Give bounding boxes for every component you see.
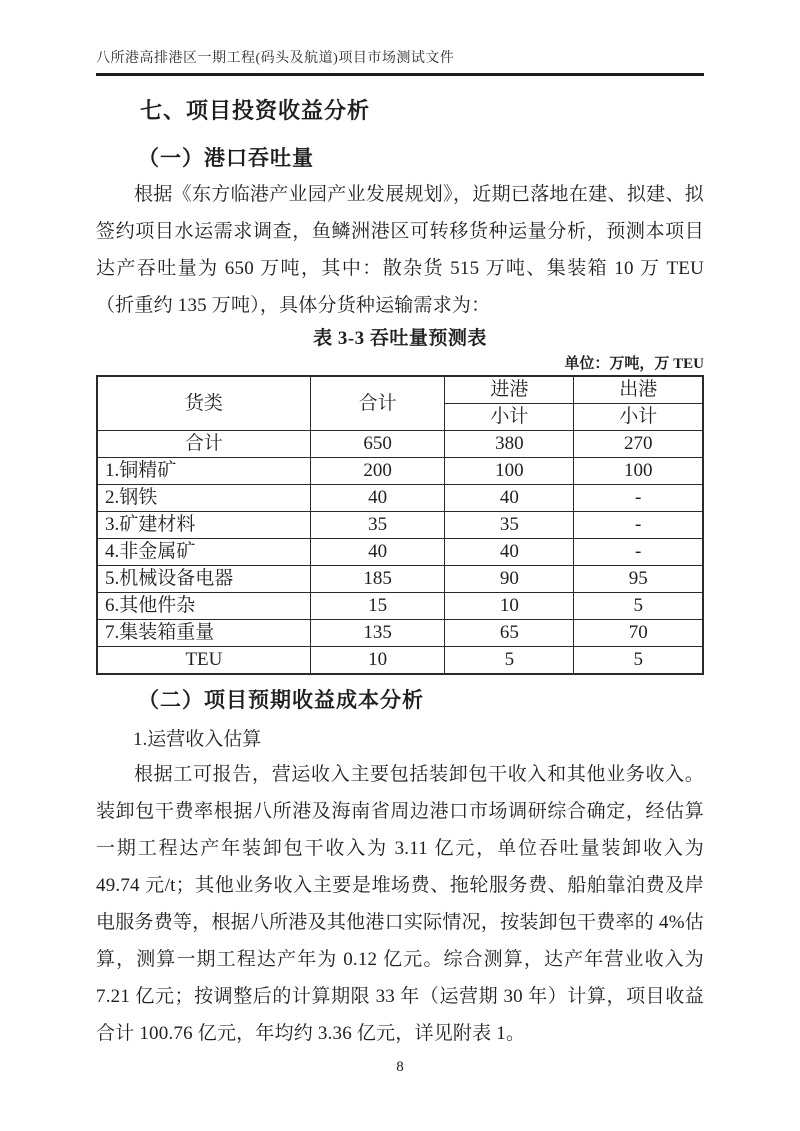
table-row-teu [97, 647, 703, 675]
header-cell-inbound: 进港 [445, 376, 574, 404]
running-header-title: 八所港高排港区一期工程(码头及航道)项目市场测试文件 [96, 51, 455, 66]
section-heading-investment-analysis: 七、项目投资收益分析 [140, 98, 371, 123]
table-row-total [97, 431, 703, 458]
table-row [97, 485, 703, 512]
cell-total: 35 [310, 512, 445, 539]
cell-outbound: 5 [574, 593, 703, 620]
cell-total: 40 [310, 539, 445, 566]
cell-inbound: 90 [445, 566, 574, 593]
table-row [97, 566, 703, 593]
throughput-forecast-table [96, 375, 704, 675]
cell-outbound: 95 [574, 566, 703, 593]
header-cell-subtotal-in: 小计 [445, 404, 574, 431]
cell-cargo: 3.矿建材料 [97, 512, 310, 539]
cell-total: 40 [310, 485, 445, 512]
table-row [97, 539, 703, 566]
table-row [97, 512, 703, 539]
cell-cargo: 7.集装箱重量 [97, 620, 310, 647]
cell-inbound: 65 [445, 620, 574, 647]
cell-inbound: 40 [445, 485, 574, 512]
cell-cargo: 1.铜精矿 [97, 458, 310, 485]
cell-outbound: - [574, 539, 703, 566]
cell-total: 10 [310, 647, 445, 675]
cell-total: 200 [310, 458, 445, 485]
para-throughput-intro: 根据《东方临港产业园产业发展规划》，近期已落地在建、拟建、拟签约项目水运需求调查，鱼鳞洲港区可转移货种运量分析，预测本项目达产吞吐量为 650 万吨，其中：散杂货 515 万吨、集装箱 10 万 TEU（折重约 135 万吨），具体分货种运输需求为： [96, 184, 704, 316]
cell-inbound: 5 [445, 647, 574, 675]
header-cell-subtotal-out: 小计 [574, 404, 703, 431]
cell-total: 650 [310, 431, 445, 458]
table-row [97, 593, 703, 620]
cell-cargo: 6.其他件杂 [97, 593, 310, 620]
table-unit-note: 单位：万吨，万 TEU [564, 356, 704, 372]
table-row [97, 458, 703, 485]
table-row [97, 620, 703, 647]
header-cell-outbound: 出港 [574, 376, 703, 404]
para-revenue-estimate: 根据工可报告，营运收入主要包括装卸包干收入和其他业务收入。装卸包干费率根据八所港及海南省周边港口市场调研综合确定，经估算一期工程达产年装卸包干收入为 3.11 亿元，单位吞吐量装卸收入为 49.74 元/t；其他业务收入主要是堆场费、拖轮服务费、船舶靠泊费及岸电服务费等，根据八所港及其他港口实际情况，按装卸包干费率的 4%估算，测算一期工程达产年为 0.12 亿元。综合测算，达产年营业收入为 7.21 亿元；按调整后的计算期限 33 年（运营期 30 年）计算，项目收益合计 100.76 亿元，年均约 3.36 亿元，详见附表 1。 [96, 764, 704, 1044]
cell-outbound: 270 [574, 431, 703, 458]
running-header [96, 50, 704, 76]
cell-cargo: 4.非金属矿 [97, 539, 310, 566]
cell-total: 15 [310, 593, 445, 620]
cell-cargo: 2.钢铁 [97, 485, 310, 512]
cell-outbound: - [574, 485, 703, 512]
cell-outbound: 5 [574, 647, 703, 675]
cell-inbound: 40 [445, 539, 574, 566]
table-header-row-1 [97, 376, 703, 404]
cell-cargo: TEU [97, 647, 310, 675]
page-number: 8 [396, 1059, 404, 1075]
subsection-heading-cost-analysis: （二）项目预期收益成本分析 [138, 689, 424, 712]
table-caption: 表 3-3 吞吐量预测表 [313, 328, 487, 349]
cell-total: 185 [310, 566, 445, 593]
header-cell-total: 合计 [310, 376, 445, 431]
cell-inbound: 100 [445, 458, 574, 485]
cell-total: 135 [310, 620, 445, 647]
cell-outbound: 70 [574, 620, 703, 647]
cell-outbound: 100 [574, 458, 703, 485]
cell-inbound: 35 [445, 512, 574, 539]
header-cell-cargo: 货类 [97, 376, 310, 431]
subsection-heading-port-throughput: （一）港口吞吐量 [138, 147, 314, 170]
cell-inbound: 380 [445, 431, 574, 458]
cell-outbound: - [574, 512, 703, 539]
subheading-operating-revenue: 1.运营收入估算 [133, 729, 262, 750]
cell-cargo: 5.机械设备电器 [97, 566, 310, 593]
cell-inbound: 10 [445, 593, 574, 620]
cell-cargo: 合计 [97, 431, 310, 458]
